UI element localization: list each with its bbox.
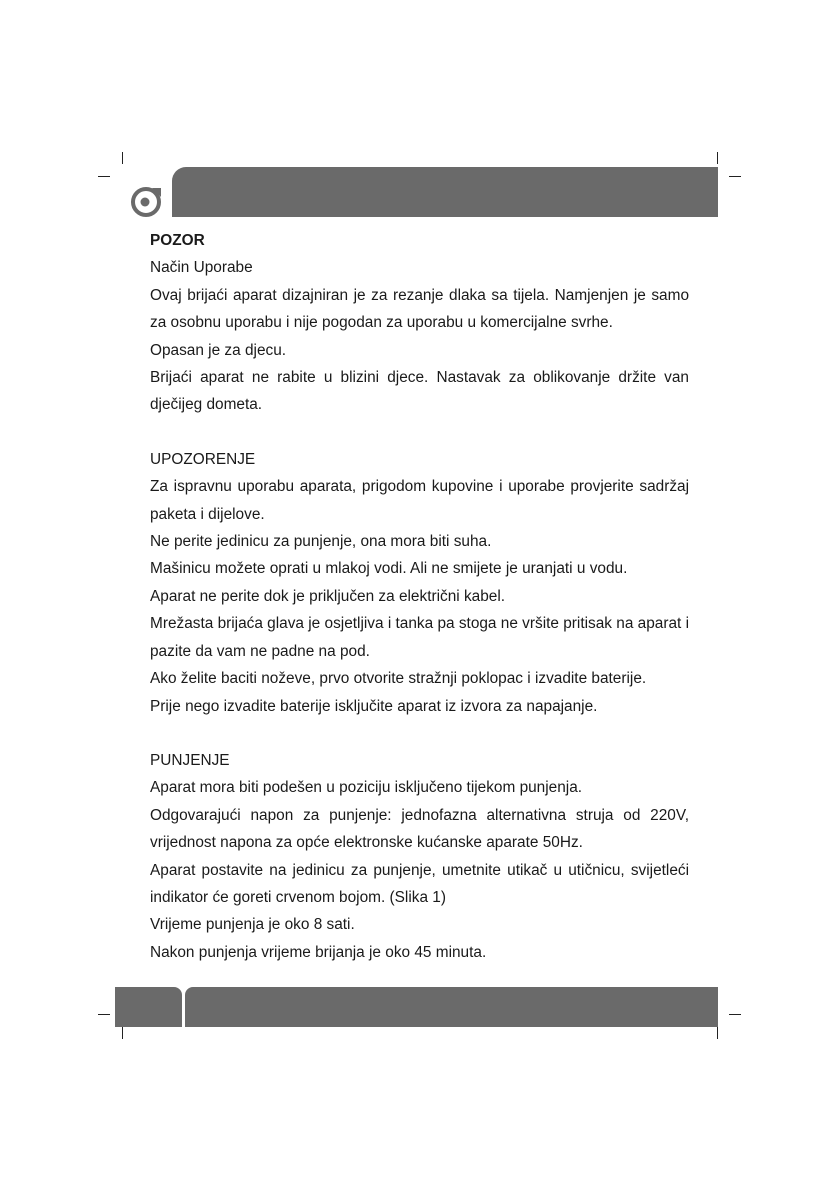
crop-mark-bottom-left-horizontal bbox=[98, 1014, 110, 1015]
paragraph: Aparat postavite na jedinicu za punjenje, umetnite utikač u utičnicu, svijetleći indikator će goreti crvenom bojom. (Slika 1) bbox=[150, 861, 689, 906]
crop-mark-top-left-vertical bbox=[122, 152, 123, 164]
paragraph: Odgovarajući napon za punjenje: jednofazna alternativna struja od 220V, vrijednost napona za opće elektronske kućanske aparate 50Hz. bbox=[150, 806, 689, 852]
section-subtitle: Način Uporabe bbox=[150, 259, 253, 277]
paragraph: Mrežasta brijaća glava je osjetljiva i tanka pa stoga ne vršite pritisak na aparat i pazite da vam ne padne na pod. bbox=[150, 615, 689, 660]
crop-mark-bottom-right-horizontal bbox=[729, 1014, 741, 1015]
crop-mark-top-right-vertical bbox=[717, 152, 718, 164]
header-bar bbox=[172, 167, 718, 217]
crop-mark-bottom-right-vertical bbox=[717, 1027, 718, 1039]
section-spacer bbox=[150, 419, 689, 446]
section-title-upozorenje: UPOZORENJE bbox=[150, 450, 256, 468]
section-title-punjenje: PUNJENJE bbox=[150, 751, 230, 769]
paragraph: Ne perite jedinicu za punjenje, ona mora biti suha. bbox=[150, 533, 492, 551]
paragraph: Vrijeme punjenja je oko 8 sati. bbox=[150, 916, 355, 934]
paragraph: Nakon punjenja vrijeme brijanja je oko 45 minuta. bbox=[150, 943, 487, 961]
paragraph: Aparat ne perite dok je priključen za električni kabel. bbox=[150, 587, 506, 605]
crop-mark-bottom-left-vertical bbox=[122, 1027, 123, 1039]
brand-circle-logo-icon bbox=[130, 185, 164, 219]
footer-bar bbox=[185, 987, 718, 1027]
section-spacer bbox=[150, 720, 689, 747]
paragraph: Mašinicu možete oprati u mlakoj vodi. Ali ne smijete je uranjati u vodu. bbox=[150, 560, 628, 578]
paragraph: Opasan je za djecu. bbox=[150, 341, 287, 359]
section-title-pozor: POZOR bbox=[150, 232, 205, 249]
paragraph: Prije nego izvadite baterije isključite aparat iz izvora za napajanje. bbox=[150, 697, 598, 715]
paragraph: Aparat mora biti podešen u poziciju isključeno tijekom punjenja. bbox=[150, 779, 583, 797]
paragraph: Za ispravnu uporabu aparata, prigodom kupovine i uporabe provjerite sadržaj paketa i dijelove. bbox=[150, 478, 689, 523]
paragraph: Ako želite baciti noževe, prvo otvorite stražnji poklopac i izvadite baterije. bbox=[150, 670, 647, 688]
crop-mark-top-left-horizontal bbox=[98, 176, 110, 177]
paragraph: Brijaći aparat ne rabite u blizini djece. Nastavak za oblikovanje držite van dječijeg dometa. bbox=[150, 369, 689, 414]
paragraph: Ovaj brijaći aparat dizajniran je za rezanje dlaka sa tijela. Namjenjen je samo za osobnu uporabu i nije pogodan za uporabu u komercijalne svrhe. bbox=[150, 286, 689, 332]
page-content bbox=[150, 227, 689, 966]
footer-page-tab bbox=[115, 987, 182, 1027]
crop-mark-top-right-horizontal bbox=[729, 176, 741, 177]
